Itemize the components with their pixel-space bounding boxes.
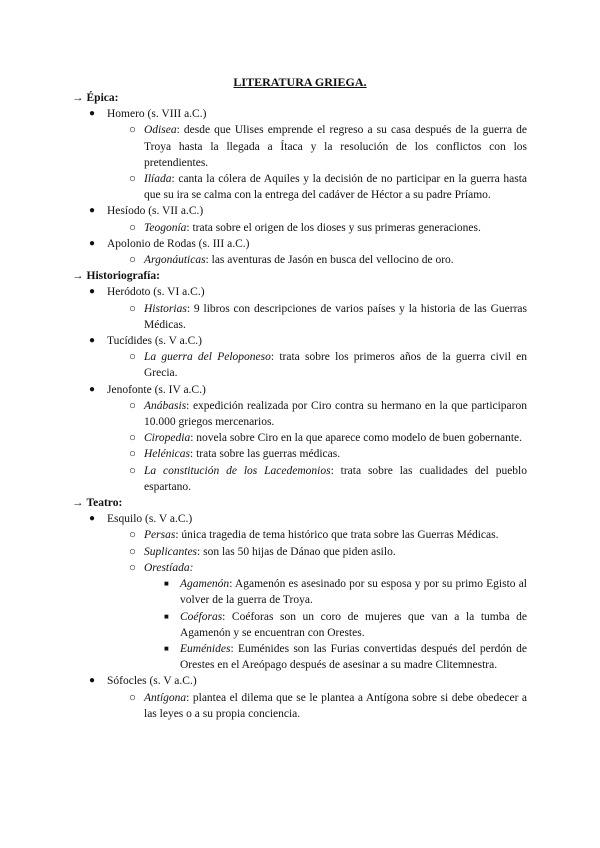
work-item	[72, 527, 527, 543]
work-desc: trata sobre las guerras médicas.	[193, 448, 341, 461]
work-title: Coéforas	[180, 610, 223, 623]
bullet-dot-icon: ●	[89, 286, 96, 298]
work-desc: trata sobre los primeros años de la guerra civil en Grecia.	[144, 351, 528, 380]
work-sep: :	[270, 351, 275, 364]
author-item	[72, 673, 527, 689]
work-sep: :	[189, 448, 194, 461]
work-desc: trata sobre el origen de los dioses y sus primeras generaciones.	[189, 221, 481, 234]
author-item	[72, 284, 527, 300]
work-sep: :	[205, 254, 209, 267]
work-item	[72, 690, 527, 722]
work-title: La constitución de los Lacedemonios	[144, 464, 331, 477]
subwork-item	[72, 641, 527, 673]
work-sep: :	[176, 124, 180, 137]
work-desc: desde que Ulises emprende el regreso a su casa después de la guerra de Troya hasta la llegada a Ítaca y la resolución de los conflictos con los pretendientes.	[144, 124, 527, 169]
work-sep: :	[197, 545, 201, 558]
author-name: Homero (s. VIII a.C.)	[107, 108, 207, 121]
bullet-circle-icon: ○	[129, 254, 136, 267]
work-desc: trata sobre las cualidades del pueblo espartano.	[144, 464, 527, 493]
work-title: Suplicantes	[144, 545, 198, 558]
work-item	[72, 349, 527, 381]
bullet-circle-icon: ○	[129, 302, 136, 315]
work-title: Ilíada	[144, 173, 172, 186]
bullet-dot-icon: ●	[89, 513, 96, 525]
author-item	[72, 203, 527, 219]
work-title: Odisea	[144, 124, 177, 137]
work-item	[72, 544, 527, 560]
bullet-dot-icon: ●	[89, 383, 96, 395]
work-desc: las aventuras de Jasón en busca del vellocino de oro.	[208, 254, 454, 267]
author-name: Esquilo (s. V a.C.)	[107, 513, 193, 526]
work-title: Teogonía	[144, 221, 187, 234]
author-name: Hesíodo (s. VII a.C.)	[107, 205, 204, 218]
bullet-square-icon: ■	[164, 579, 169, 589]
work-sep: :	[190, 432, 194, 445]
work-desc: novela sobre Ciro en la que aparece como modelo de buen gobernante.	[193, 432, 523, 445]
bullet-circle-icon: ○	[129, 399, 136, 412]
author-item	[72, 511, 527, 527]
work-item	[72, 463, 527, 495]
author-name: Apolonio de Rodas (s. III a.C.)	[107, 237, 250, 250]
bullet-circle-icon: ○	[129, 124, 136, 137]
section-title: Teatro:	[86, 497, 123, 510]
work-item	[72, 430, 527, 446]
work-sep: :	[189, 561, 194, 574]
work-item	[72, 301, 527, 333]
work-title: La guerra del Peloponeso	[144, 351, 271, 364]
bullet-circle-icon: ○	[129, 464, 136, 477]
bullet-dot-icon: ●	[89, 108, 96, 120]
bullet-dot-icon: ●	[89, 237, 96, 249]
work-desc: Agamenón es asesinado por su esposa y por su primo Egisto al volver de la guerra de Troya.	[180, 578, 527, 607]
bullet-dot-icon: ●	[89, 335, 96, 347]
work-sep: :	[175, 529, 179, 542]
work-title: Helénicas	[144, 448, 190, 461]
work-desc: 9 libros con descripciones de varios países y la historia de las Guerras Médicas.	[144, 302, 527, 331]
work-sep: :	[186, 399, 190, 412]
work-item	[72, 560, 527, 576]
work-desc: son las 50 hijas de Dánao que piden asilo.	[200, 545, 396, 558]
work-sep: :	[186, 221, 190, 234]
work-title: Anábasis	[144, 399, 187, 412]
subwork-item	[72, 609, 527, 641]
work-title: Persas	[144, 529, 176, 542]
section-heading-teatro	[72, 495, 527, 511]
work-sep: :	[186, 302, 191, 315]
section-heading-historiografia	[72, 268, 527, 284]
author-name: Tucídides (s. V a.C.)	[107, 335, 202, 348]
work-title: Antígona	[144, 691, 187, 704]
section-title: Épica:	[86, 92, 119, 104]
arrow-icon: →	[72, 92, 84, 104]
author-name: Heródoto (s. VI a.C.)	[107, 286, 205, 299]
work-title: Euménides	[180, 642, 231, 655]
author-item	[72, 106, 527, 122]
work-desc: Coéforas son un coro de mujeres que van a la tumba de Agamenón y se encuentran con Orestes.	[180, 610, 527, 639]
work-desc: Euménides son las Furias convertidas después del perdón de Orestes en el Areópago después de asesinar a su madre Clitemnestra.	[180, 642, 527, 672]
document-title: LITERATURA GRIEGA.	[233, 75, 367, 89]
author-item	[72, 333, 527, 349]
bullet-dot-icon: ●	[89, 675, 96, 687]
work-item	[72, 252, 527, 268]
arrow-icon: →	[72, 270, 84, 283]
work-title: Agamenón	[180, 578, 230, 591]
work-item	[72, 220, 527, 236]
bullet-square-icon: ■	[164, 643, 169, 653]
author-item	[72, 382, 527, 398]
work-item	[72, 446, 527, 462]
author-name: Jenofonte (s. IV a.C.)	[107, 383, 206, 396]
work-sep: :	[186, 691, 190, 704]
work-desc: única tragedia de tema histórico que trata sobre las Guerras Médicas.	[178, 529, 499, 542]
work-title: Argonáuticas	[144, 254, 206, 267]
work-title: Ciropedia	[144, 432, 191, 445]
work-item	[72, 171, 527, 203]
document-content	[72, 90, 527, 722]
work-sep: :	[229, 578, 233, 591]
section-title: Historiografía:	[86, 270, 160, 283]
bullet-circle-icon: ○	[129, 529, 136, 542]
author-name: Sófocles (s. V a.C.)	[107, 675, 197, 688]
subwork-item	[72, 576, 527, 608]
bullet-circle-icon: ○	[129, 221, 136, 234]
section-heading-epica	[72, 90, 527, 106]
bullet-circle-icon: ○	[129, 561, 136, 574]
bullet-circle-icon: ○	[129, 351, 136, 364]
bullet-dot-icon: ●	[89, 205, 96, 217]
work-title: Orestíada	[144, 561, 190, 574]
work-sep: :	[222, 610, 226, 623]
bullet-circle-icon: ○	[129, 173, 136, 186]
bullet-square-icon: ■	[164, 611, 169, 621]
arrow-icon: →	[72, 497, 84, 510]
author-item	[72, 236, 527, 252]
work-desc: plantea el dilema que se le plantea a Antígona sobre si debe obedecer a las leyes o a su propia conciencia.	[144, 691, 527, 720]
bullet-circle-icon: ○	[129, 448, 136, 461]
work-item	[72, 122, 527, 171]
work-title: Historias	[144, 302, 187, 315]
work-sep: :	[171, 173, 175, 186]
bullet-circle-icon: ○	[129, 691, 136, 704]
work-desc: canta la cólera de Aquiles y la decisión de no participar en la guerra hasta que su ira se calma con la entrega del cadáver de Héctor a su padre Príamo.	[144, 173, 527, 202]
work-sep: :	[230, 642, 234, 655]
work-sep: :	[330, 464, 334, 477]
work-desc: expedición realizada por Ciro contra su hermano en la que participaron 10.000 griegos mercenarios.	[144, 399, 527, 429]
work-item	[72, 398, 527, 430]
bullet-circle-icon: ○	[129, 545, 136, 558]
bullet-circle-icon: ○	[129, 432, 136, 445]
